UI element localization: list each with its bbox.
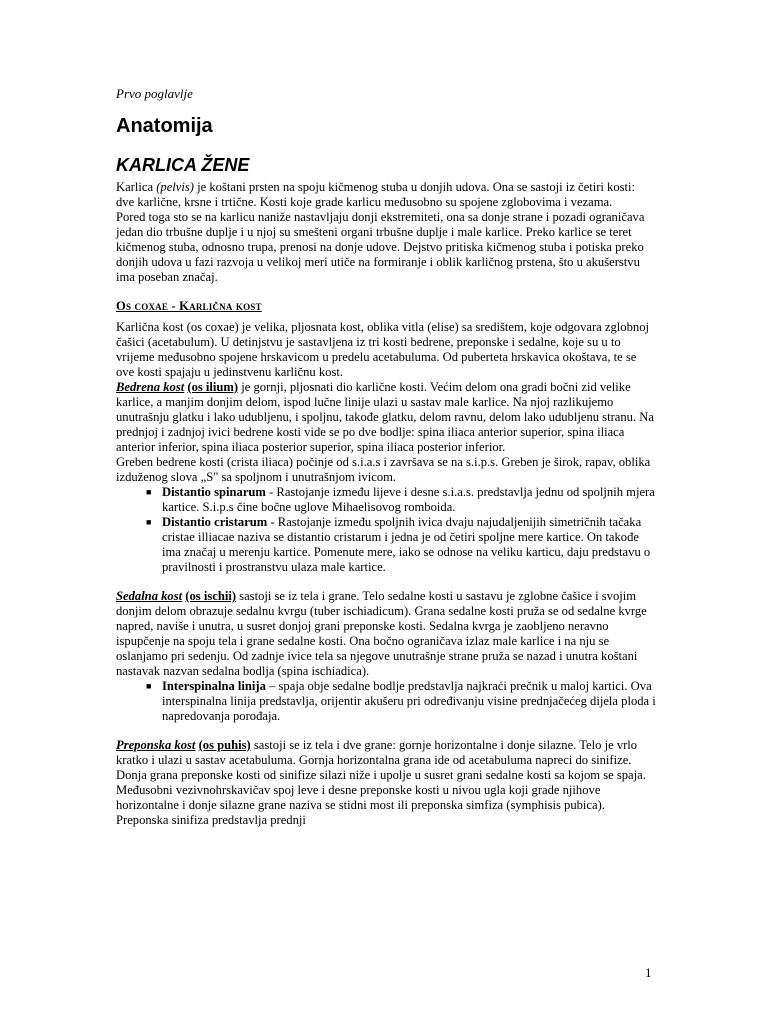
intro-paragraph-1: Karlica (pelvis) je koštani prsten na spoju kičmenog stuba u donjih udova. Ona se sastoji iz četiri kosti: dve karlične, krsne i trtične. Kosti koje grade karlicu međusobno su spojene zglobovima i vezama. (116, 180, 636, 209)
document-page (116, 86, 656, 828)
ischium-term: Sedalna kost (116, 589, 183, 603)
pubis-term: Preponska kost (116, 738, 196, 752)
ischium-bullet-list (116, 679, 656, 724)
list-item: ■ Distantio cristarum - Rastojanje između spoljnih ivica dvaju najudaljenijih simetričnih tačaka cristae illiacae naziva se distantio cristarum i jedna je od četiri spoljne mere kartice. On takođe ima značaj u merenju kartice. Pomenute mere, iako se odnose na veliku karticu, daju predstavu o pravilnosti i prostranstvu ulaza male kartice. (146, 515, 651, 574)
page-title: Anatomija (116, 115, 213, 137)
ilium-latin: (os ilium) (187, 380, 239, 394)
ischium-latin: (os ischii) (185, 589, 237, 603)
list-item: ■ Distantio spinarum - Rastojanje između lijeve i desne s.i.a.s. predstavlja jednu od spoljnih mjera kartice. S.i.p.s čine bočne uglove Mihaelisovog romboida. (146, 485, 655, 514)
pubis-latin: (os puhis) (198, 738, 251, 752)
os-coxae-paragraph: Karlična kost (os coxae) je velika, pljosnata kost, oblika vitla (elise) sa središtem, koje odgovara zglobnoj čašici (acetabulum). U detinjstvu je sastavljena iz tri kosti bedrene, preponske i sedalne, koje su u to vrijeme međusobno spojene hrskavicom u predelu acetabuluma. Od puberteta hrskavica okoštava, te se ove kosti spajaju u jedinstvenu karličnu kost. (116, 320, 649, 379)
section-heading: KARLICA ŽENE (116, 155, 250, 175)
bullet-icon: ■ (146, 517, 152, 527)
intro-paragraph-2: Pored toga sto se na karlicu naniže nastavljaju donji ekstremiteti, ona sa donje strane i pozadi ograničava jedan dio trbušne duplje i u njoj su smešteni organi trbušne duplje i male karlice. Preko karlice se teret kičmenog stuba, odnosno trupa, prenosi na donje udove. Dejstvo pritiska kičmenog stuba i potiska preko donjih udova u fazi razvoja u velikoj meri utiče na formiranje i oblik karličnog prstena, što u akušerstvu ima poseban značaj. (116, 210, 645, 284)
ilium-term: Bedrena kost (116, 380, 185, 394)
ilium-bullet-list (116, 485, 656, 575)
pubis-paragraph: Preponska kost (os puhis) sastoji se iz tela i dve grane: gornje horizontalne i donje silazne. Telo je vrlo kratko i ulazi u sastav acetabuluma. Gornja horizontalna grana ide od acetabuluma napreci do sinifize. Donja grana preponske kosti od sinifize silazi niže i upolje u susret grani sedalne kosti sa kojom se spaja. Međusobni vezivnohrskavičav spoj leve i desne preponske kosti u nivou ugla koji grade njihove horizontalne i donje silazne grane naziva se stidni most ili preponska simfiza (symphisis pubica). Preponska sinifiza predstavlja prednji (116, 738, 646, 827)
list-item: ■ Interspinalna linija – spaja obje sedalne bodlje predstavlja najkraći prečnik u maloj kartici. Ova interspinalna linija predstavlja, orijentir akušeru pri određivanju visine prednjačećeg dijela ploda i napredovanja porođaja. (146, 679, 656, 723)
page-number: 1 (645, 965, 652, 980)
ilium-paragraph: Bedrena kost (os ilium) je gornji, pljosnati dio karlične kosti. Većim delom ona gradi bočni zid velike karlice, a manjim donjim delom, ispod lučne linije ulazi u sastav male karlice. Na njoj razlikujemo unutrašnju glatku i lako udubljenu, i spoljnu, takođe glatku, delom ravnu, delom lako udubljenu stranu. Na prednjoj i zadnjoj ivici bedrene kosti vide se po dve bodlje: spina iliaca anterior superior, spina iliaca anterior inferior, spina iliaca posterior superior, spina iliaca posterior inferior. (116, 380, 654, 454)
bullet-icon: ■ (146, 681, 152, 691)
subheading-os-coxae: Os coxae - Karlična kost (116, 299, 262, 313)
bullet-icon: ■ (146, 487, 152, 497)
ilium-crest-paragraph: Greben bedrene kosti (crista iliaca) počinje od s.i.a.s i završava se na s.i.p.s. Greben je širok, rapav, oblika izduženog slova „S" sa spoljnom i unutrašnjom ivicom. (116, 455, 651, 484)
ischium-paragraph: Sedalna kost (os ischii) sastoji se iz tela i grane. Telo sedalne kosti u sastavu je zglobne čašice i svojim donjim delom obrazuje sedalnu kvrgu (tuber ischiadicum). Grana sedalne kosti pruža se od sedalne kvrge napred, naviše i unutra, u susret donjoj grani preponske kosti. Sedalna kvrga je zaobljeno neravno ispupčenje na spoju tela i grane sedalne kosti. Ona bočno ograničava izlaz male karlice i na nju se oslanjamo pri sedenju. Od zadnje ivice tela sa njegove unutrašnje strane pruža se nazad i unutra koštani nastavak nazvan sedalna bodlja (spina ischiadica). (116, 589, 647, 678)
chapter-label: Prvo poglavlje (116, 86, 193, 101)
